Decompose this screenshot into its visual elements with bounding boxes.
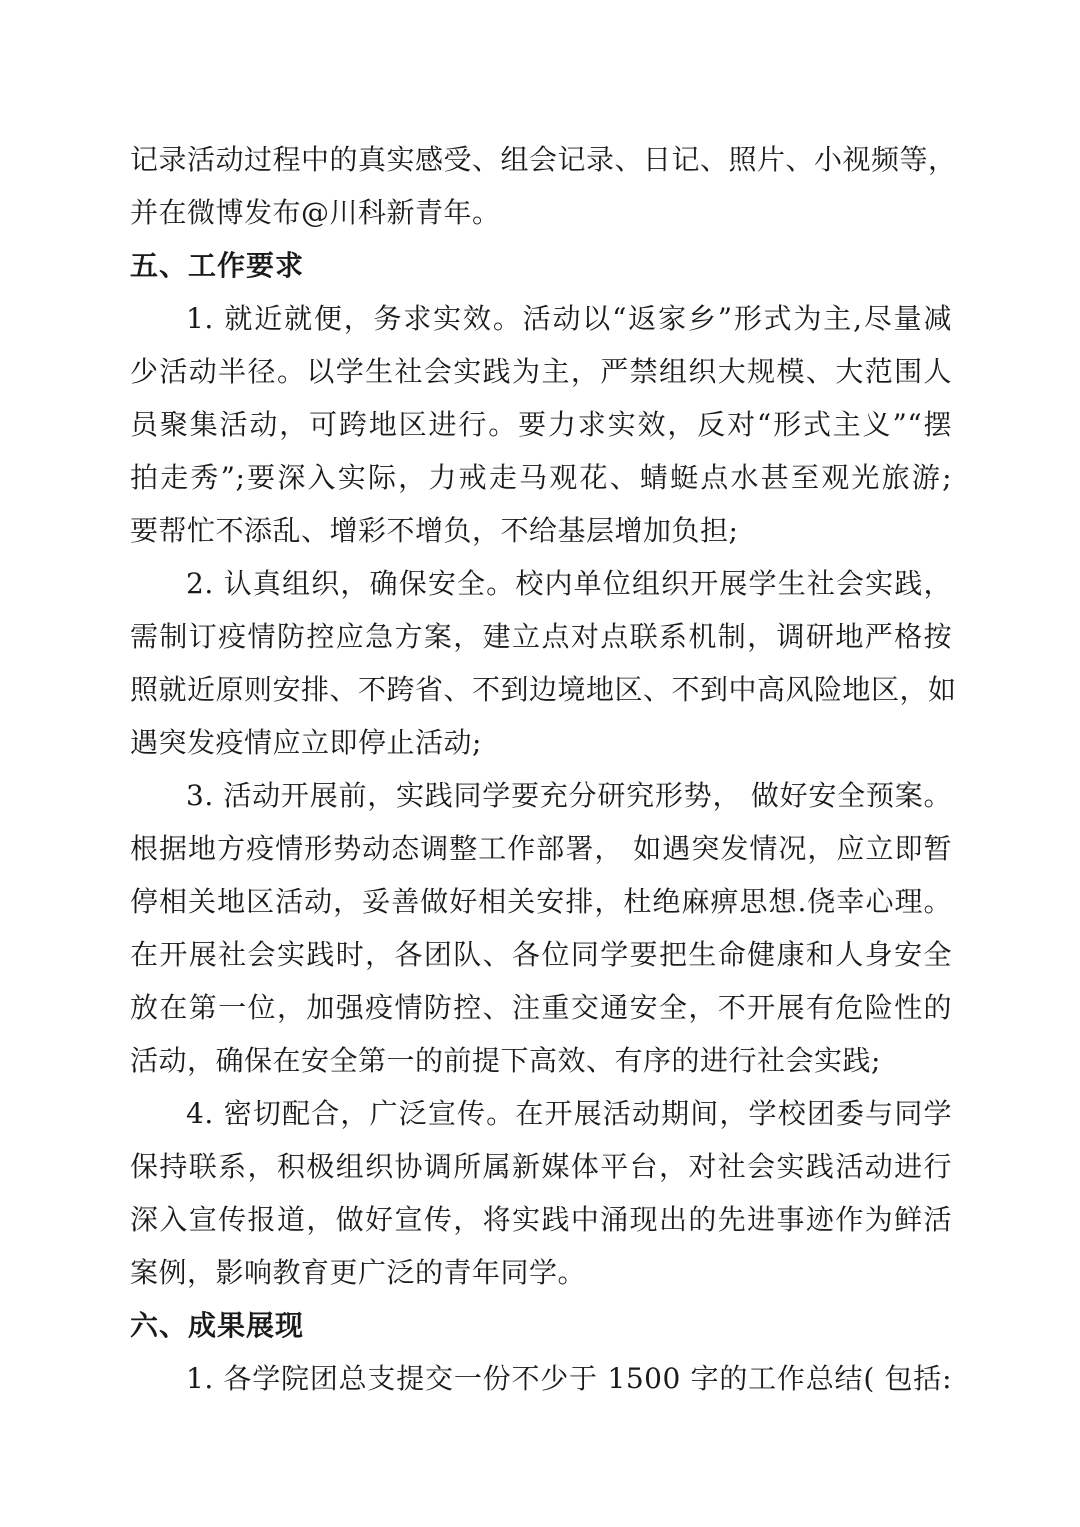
paragraph-line: 4. 密切配合，广泛宣传。在开展活动期间，学校团委与同学 [186, 1097, 952, 1130]
paragraph-line: 停相关地区活动，妥善做好相关安排，杜绝麻痹思想.侥幸心理。 [130, 885, 952, 918]
paragraph-line: 遇突发疫情应立即停止活动; [130, 726, 482, 759]
paragraph-line: 3. 活动开展前，实践同学要充分研究形势， 做好安全预案。 [186, 779, 952, 812]
paragraph-line: 并在微博发布@川科新青年。 [130, 196, 501, 229]
paragraph-line: 员聚集活动，可跨地区进行。要力求实效，反对“形式主义”“摆 [130, 408, 952, 441]
paragraph-line: 1. 就近就便，务求实效。活动以“返家乡”形式为主,尽量减 [186, 302, 952, 335]
paragraph-line: 需制订疫情防控应急方案，建立点对点联系机制，调研地严格按 [130, 620, 952, 653]
requirement-item-2 [130, 557, 957, 769]
paragraph-line: 根据地方疫情形势动态调整工作部署， 如遇突发情况，应立即暂 [130, 832, 952, 865]
section-heading-results: 六、成果展现 [130, 1309, 305, 1342]
paragraph-line: 在开展社会实践时，各团队、各位同学要把生命健康和人身安全 [130, 938, 952, 971]
paragraph-line: 放在第一位，加强疫情防控、注重交通安全，不开展有危险性的 [130, 991, 952, 1024]
paragraph-line: 少活动半径。以学生社会实践为主，严禁组织大规模、大范围人 [130, 355, 952, 388]
paragraph-line: 保持联系，积极组织协调所属新媒体平台，对社会实践活动进行 [130, 1150, 952, 1183]
section-heading-work-requirements: 五、工作要求 [130, 249, 305, 282]
paragraph-line: 1. 各学院团总支提交一份不少于 1500 字的工作总结( 包括: [186, 1362, 952, 1395]
intro-paragraph [130, 133, 957, 239]
paragraph-line: 案例，影响教育更广泛的青年同学。 [130, 1256, 587, 1289]
results-item-1 [130, 1352, 952, 1405]
paragraph-line: 拍走秀”;要深入实际，力戒走马观花、蜻蜓点水甚至观光旅游; [130, 461, 952, 494]
paragraph-line: 深入宣传报道，做好宣传，将实践中涌现出的先进事迹作为鲜活 [130, 1203, 952, 1236]
requirement-item-1 [130, 292, 952, 557]
paragraph-line: 2. 认真组织，确保安全。校内单位组织开展学生社会实践， [186, 567, 952, 600]
document-page [130, 133, 957, 1405]
requirement-item-3 [130, 769, 952, 1087]
requirement-item-4 [130, 1087, 952, 1299]
paragraph-line: 照就近原则安排、不跨省、不到边境地区、不到中高风险地区，如 [130, 673, 957, 706]
paragraph-line: 要帮忙不添乱、增彩不增负，不给基层增加负担; [130, 514, 739, 547]
paragraph-line: 活动，确保在安全第一的前提下高效、有序的进行社会实践; [130, 1044, 881, 1077]
paragraph-line: 记录活动过程中的真实感受、组会记录、日记、照片、小视频等， [130, 143, 957, 176]
